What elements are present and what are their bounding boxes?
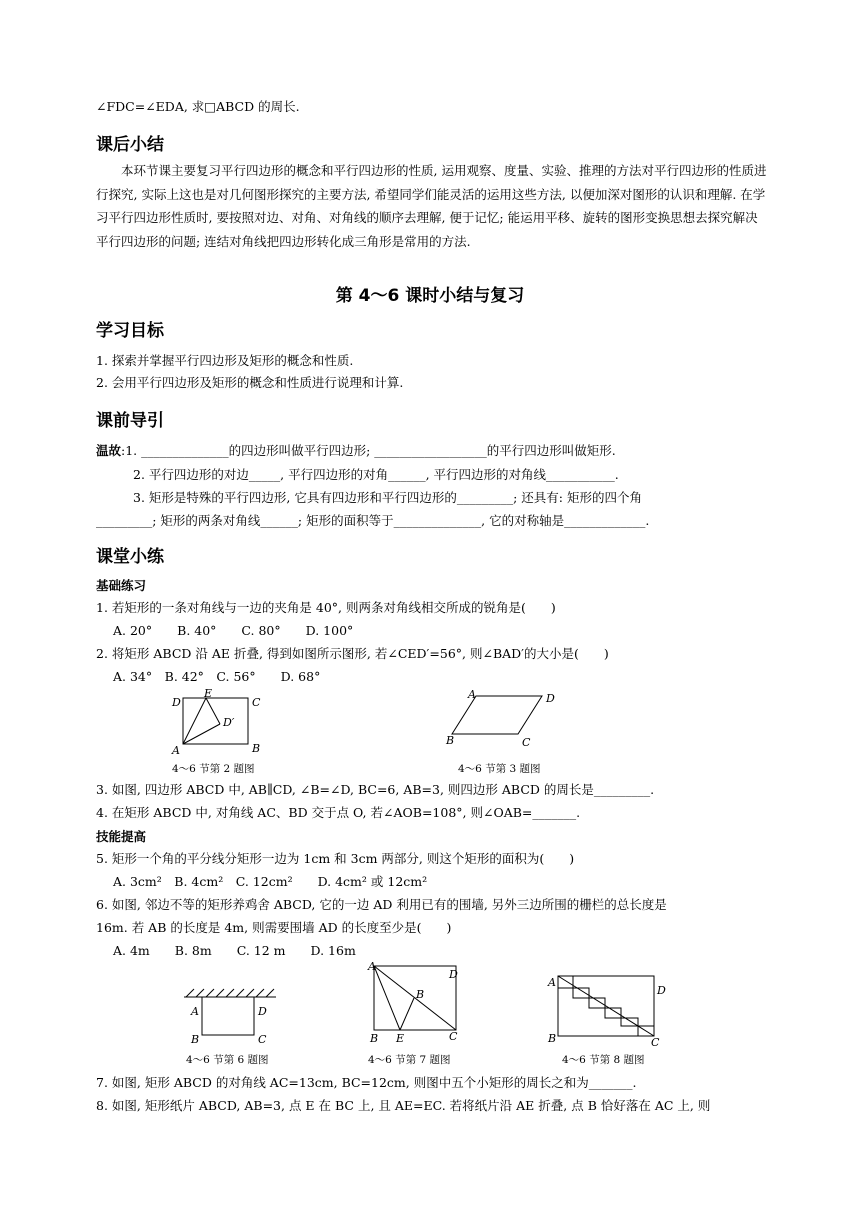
figure-q2 <box>168 688 278 760</box>
heading-skill: 技能提高 <box>96 829 147 844</box>
question-2-options: A. 34° B. 42° C. 56° D. 68° <box>113 669 321 684</box>
fig6-label-A: A <box>191 1005 199 1018</box>
question-7: 7. 如图, 矩形 ABCD 的对角线 AC=13cm, BC=12cm, 则图中五个小矩形的周长之和为_______. <box>96 1075 637 1090</box>
section-title: 第 4～6 课时小结与复习 <box>335 286 525 306</box>
question-6-options: A. 4m B. 8m C. 12 m D. 16m <box>113 943 356 958</box>
question-4: 4. 在矩形 ABCD 中, 对角线 AC、BD 交于点 O, 若∠AOB=108°, 则∠OAB=_______. <box>96 805 581 820</box>
heading-summary: 课后小结 <box>96 135 164 155</box>
question-1: 1. 若矩形的一条对角线与一边的夹角是 40°, 则两条对角线相交所成的锐角是( ) <box>96 600 556 615</box>
caption-fig6: 4～6 节第 6 题图 <box>186 1054 269 1066</box>
fig8-label-C: C <box>651 1036 660 1048</box>
figure-q7 <box>364 958 474 1046</box>
heading-basic: 基础练习 <box>96 578 147 593</box>
fig6-label-B: B <box>191 1033 200 1046</box>
goal-1: 1. 探索并掌握平行四边形及矩形的概念和性质. <box>96 353 354 368</box>
question-2: 2. 将矩形 ABCD 沿 AE 折叠, 得到如图所示图形, 若∠CED′=56°, 则∠BAD′的大小是( ) <box>96 646 609 661</box>
question-5-options: A. 3cm² B. 4cm² C. 12cm² D. 4cm² 或 12cm² <box>113 874 428 889</box>
heading-practice: 课堂小练 <box>96 547 164 567</box>
question-5: 5. 矩形一个角的平分线分矩形一边为 1cm 和 3cm 两部分, 则这个矩形的面积为( ) <box>96 851 575 866</box>
fig8-label-D: D <box>657 984 666 997</box>
fig7-label-C: C <box>449 1030 458 1043</box>
caption-fig8: 4～6 节第 8 题图 <box>562 1054 645 1066</box>
fig6-label-C: C <box>258 1033 267 1046</box>
caption-fig7: 4～6 节第 7 题图 <box>368 1054 451 1066</box>
review-line-3: 3. 矩形是特殊的平行四边形, 它具有四边形和平行四边形的_________; 还具有: 矩形的四个角 <box>133 490 642 505</box>
figure-q8 <box>543 970 673 1048</box>
fig7-label-B-prime: B <box>416 988 425 1001</box>
review-line-2: 2. 平行四边形的对边_____, 平行四边形的对角______, 平行四边形的对角线___________. <box>133 467 619 482</box>
fig2-label-Dp: D′ <box>223 716 235 729</box>
question-1-options: A. 20° B. 40° C. 80° D. 100° <box>113 623 354 638</box>
review-label: 温故 <box>96 443 122 458</box>
fig7-label-A: A <box>368 960 376 973</box>
fig7-label-E: E <box>396 1032 405 1045</box>
figure-q3 <box>442 686 562 748</box>
fig8-label-A: A <box>548 976 556 989</box>
fig3-label-D: D <box>546 692 555 705</box>
question-6-line-1: 6. 如图, 邻边不等的矩形养鸡舍 ABCD, 它的一边 AD 利用已有的围墙, 另外三边所围的栅栏的总长度是 <box>96 897 667 912</box>
summary-paragraph: 本环节课主要复习平行四边形的概念和平行四边形的性质, 运用观察、度量、实验、推理的方法对平行四边形的性质进行探究, 实际上这也是对几何图形探究的主要方法, 希望同学们能灵活的运用这些方法, 以便加深对图形的认识和理解. 在学习平行四边形性质时, 要按照对边、对角、对角线的顺序去理解, 便于记忆; 能运用平移、旋转的图形变换思想去探究解决平行四边形的问题; 连结对角线把四边形转化成三角形是常用的方法. <box>96 163 767 249</box>
question-6-line-2: 16m. 若 AB 的长度是 4m, 则需要围墙 AD 的长度至少是( ) <box>96 920 452 935</box>
continuation-line: ∠FDC=∠EDA, 求□ABCD 的周长. <box>96 99 300 114</box>
question-8: 8. 如图, 矩形纸片 ABCD, AB=3, 点 E 在 BC 上, 且 AE=EC. 若将纸片沿 AE 折叠, 点 B 恰好落在 AC 上, 则 <box>96 1098 711 1113</box>
heading-goals: 学习目标 <box>96 321 164 341</box>
fig7-label-D: D <box>449 968 458 981</box>
review-text-1: :1. ______________的四边形叫做平行四边形; __________________的平行四边形叫做矩形. <box>121 443 616 458</box>
goal-2: 2. 会用平行四边形及矩形的概念和性质进行说理和计算. <box>96 375 404 390</box>
caption-fig2: 4～6 节第 2 题图 <box>172 763 255 775</box>
figure-q6 <box>180 985 280 1050</box>
heading-guide: 课前导引 <box>96 411 164 431</box>
fig3-label-A: A <box>468 688 476 701</box>
review-line-4: _________; 矩形的两条对角线______; 矩形的面积等于______________, 它的对称轴是_____________. <box>96 513 650 528</box>
review-line-1 <box>96 442 616 460</box>
fig8-label-B: B <box>548 1032 557 1045</box>
fig3-label-C: C <box>522 736 531 748</box>
fig2-label-D: D <box>172 696 181 709</box>
fig2-label-C: C <box>252 696 261 709</box>
fig6-label-D: D <box>258 1005 267 1018</box>
fig2-label-B: B <box>252 742 261 755</box>
caption-fig3: 4～6 节第 3 题图 <box>458 763 541 775</box>
fig2-label-E: E <box>204 688 213 700</box>
question-3: 3. 如图, 四边形 ABCD 中, AB∥CD, ∠B=∠D, BC=6, AB=3, 则四边形 ABCD 的周长是_________. <box>96 782 655 797</box>
fig7-label-B: B <box>370 1032 379 1045</box>
fig3-label-B: B <box>446 734 455 747</box>
fig2-label-A: A <box>172 744 180 757</box>
